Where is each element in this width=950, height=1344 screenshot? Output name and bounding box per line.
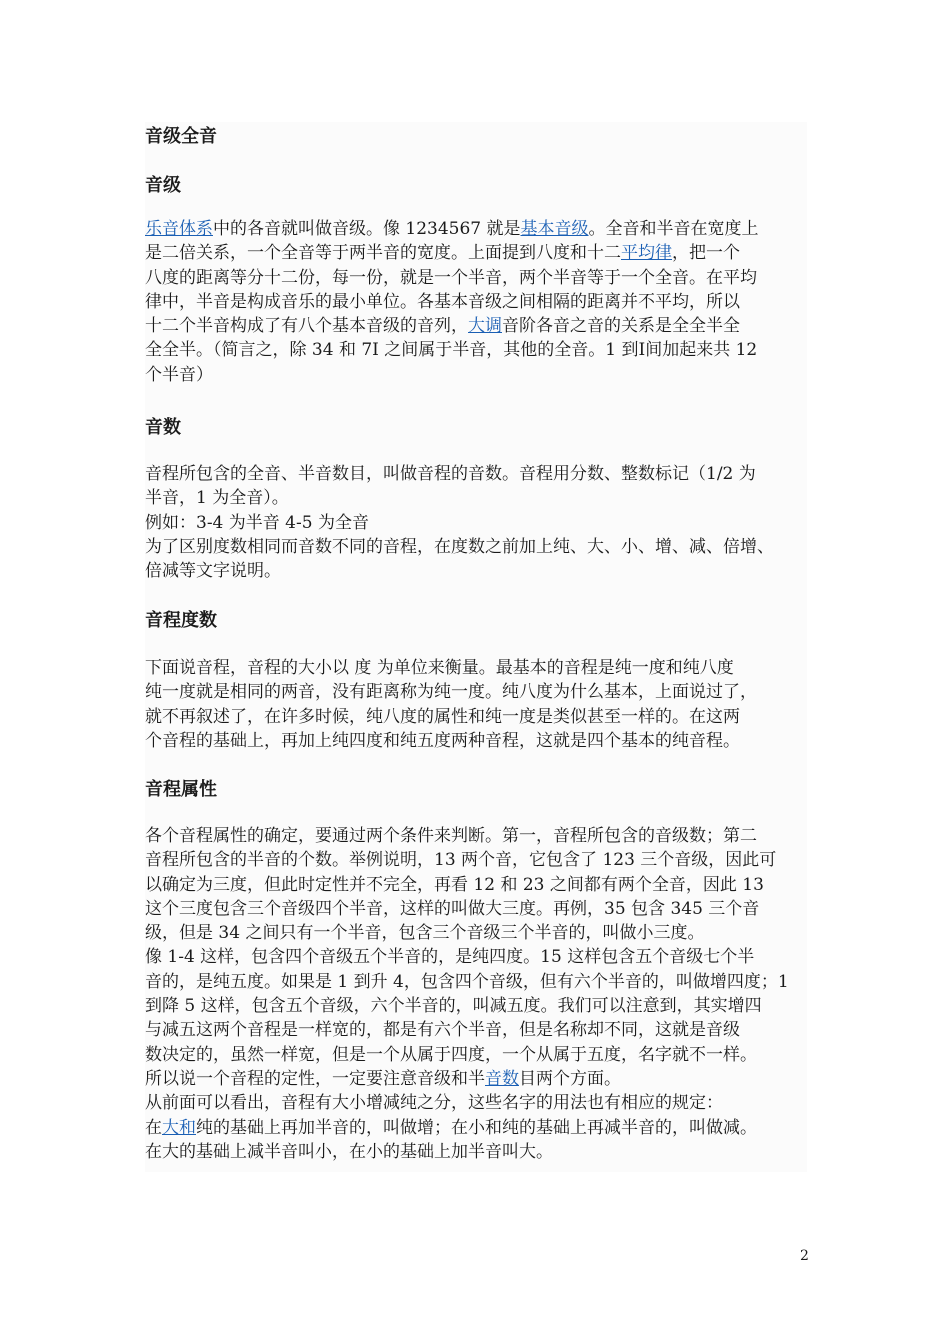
heading-yinji: 音级 — [145, 175, 181, 196]
paragraph-yincheng-dushu: 下面说音程，音程的大小以 度 为单位来衡量。最基本的音程是纯一度和纯八度 纯一度就是相同的两音，没有距离称为纯一度。纯八度为什么基本，上面说过了， 就不再叙述了，在许多时候，纯八度的属性和纯一度是类似甚至一样的。在这两 个音程的基础上，再加上纯四度和纯五度两种音程，这就是四个基本的纯音程。 — [145, 658, 757, 751]
link-dadiao[interactable]: 大调 — [468, 316, 502, 337]
link-yueyin-tixi[interactable]: 乐音体系 — [145, 219, 213, 239]
heading-yincheng-shuxing: 音程属性 — [145, 779, 217, 800]
link-yinshu[interactable]: 音数 — [485, 1068, 519, 1089]
heading-yinji-quanyin: 音级全音 — [145, 126, 217, 147]
heading-yincheng-dushu: 音程度数 — [145, 610, 217, 631]
link-dahe[interactable]: 大和 — [162, 1117, 196, 1138]
page-number: 2 — [800, 1248, 809, 1264]
paragraph-yinshu: 音程所包含的全音、半音数目，叫做音程的音数。音程用分数、整数标记（1/2 为 半音，1 为全音）。 例如：3-4 为半音 4-5 为全音 为了区别度数相同而音数不同的音程，在度数之前加上纯、大、小、增、减、倍增、 倍减等文字说明。 — [145, 464, 774, 582]
paragraph-yincheng-shuxing: 各个音程属性的确定，要通过两个条件来判断。第一，音程所包含的音级数；第二 音程所包含的半音的个数。举例说明，13 两个音，它包含了 123 三个音级，因此可 以确定为三度，但此时定性并不完全，再看 12 和 23 之间都有两个全音，因此 13 这个三度包含三个音级四个半音，这样的叫做大三度。再例，35 包含 345 三个音 级，但是 34 之间只有一个半音，包含三个音级三个半音的，叫做小三度。 像 1-4 这样，包含四个音级五个半音的，是纯四度。15 这样包含五个音级七个半 音的，是纯五度。如果是 1 到升 4，包含四个音级，但有六个半音的，叫做增四度；1 到降 5 这样，包含五个音级，六个半音的，叫减五度。我们可以注意到，其实增四 与减五这两个音程是一样宽的，都是有六个半音，但是名称却不同，这就是音级 数决定的，虽然一样宽，但是一个从属于四度，一个从属于五度，名字就不一样。 所以说一个音程的定性，一定要注意音级和半音数目两个方面。 从前面可以看出，音程有大小增减纯之分，这些名字的用法也有相应的规定： 在大和纯的基础上再加半音的，叫做增；在小和纯的基础上再减半音的，叫做减。 在大的基础上减半音叫小，在小的基础上加半音叫大。 — [145, 826, 789, 1162]
paragraph-yinji: 乐音体系中的各音就叫做音级。像 1234567 就是基本音级。全音和半音在宽度上 是二倍关系，一个全音等于两半音的宽度。上面提到八度和十二平均律，把一个 八度的距离等分十二份，每一份，就是一个半音，两个半音等于一个全音。在平均 律中，半音是构成音乐的最小单位。各基本音级之间相隔的距离并不平均，所以 十二个半音构成了有八个基本音级的音列，大调音阶各音之音的关系是全全半全 全全半。（简言之，除 34 和 7Ⅰ 之间属于半音，其他的全音。1 到Ⅰ间加起来共 12 个半音） — [145, 219, 759, 385]
link-pingjunlv[interactable]: 平均律 — [621, 243, 672, 264]
link-jiben-yinji[interactable]: 基本音级 — [520, 219, 589, 239]
heading-yinshu: 音数 — [145, 417, 181, 438]
